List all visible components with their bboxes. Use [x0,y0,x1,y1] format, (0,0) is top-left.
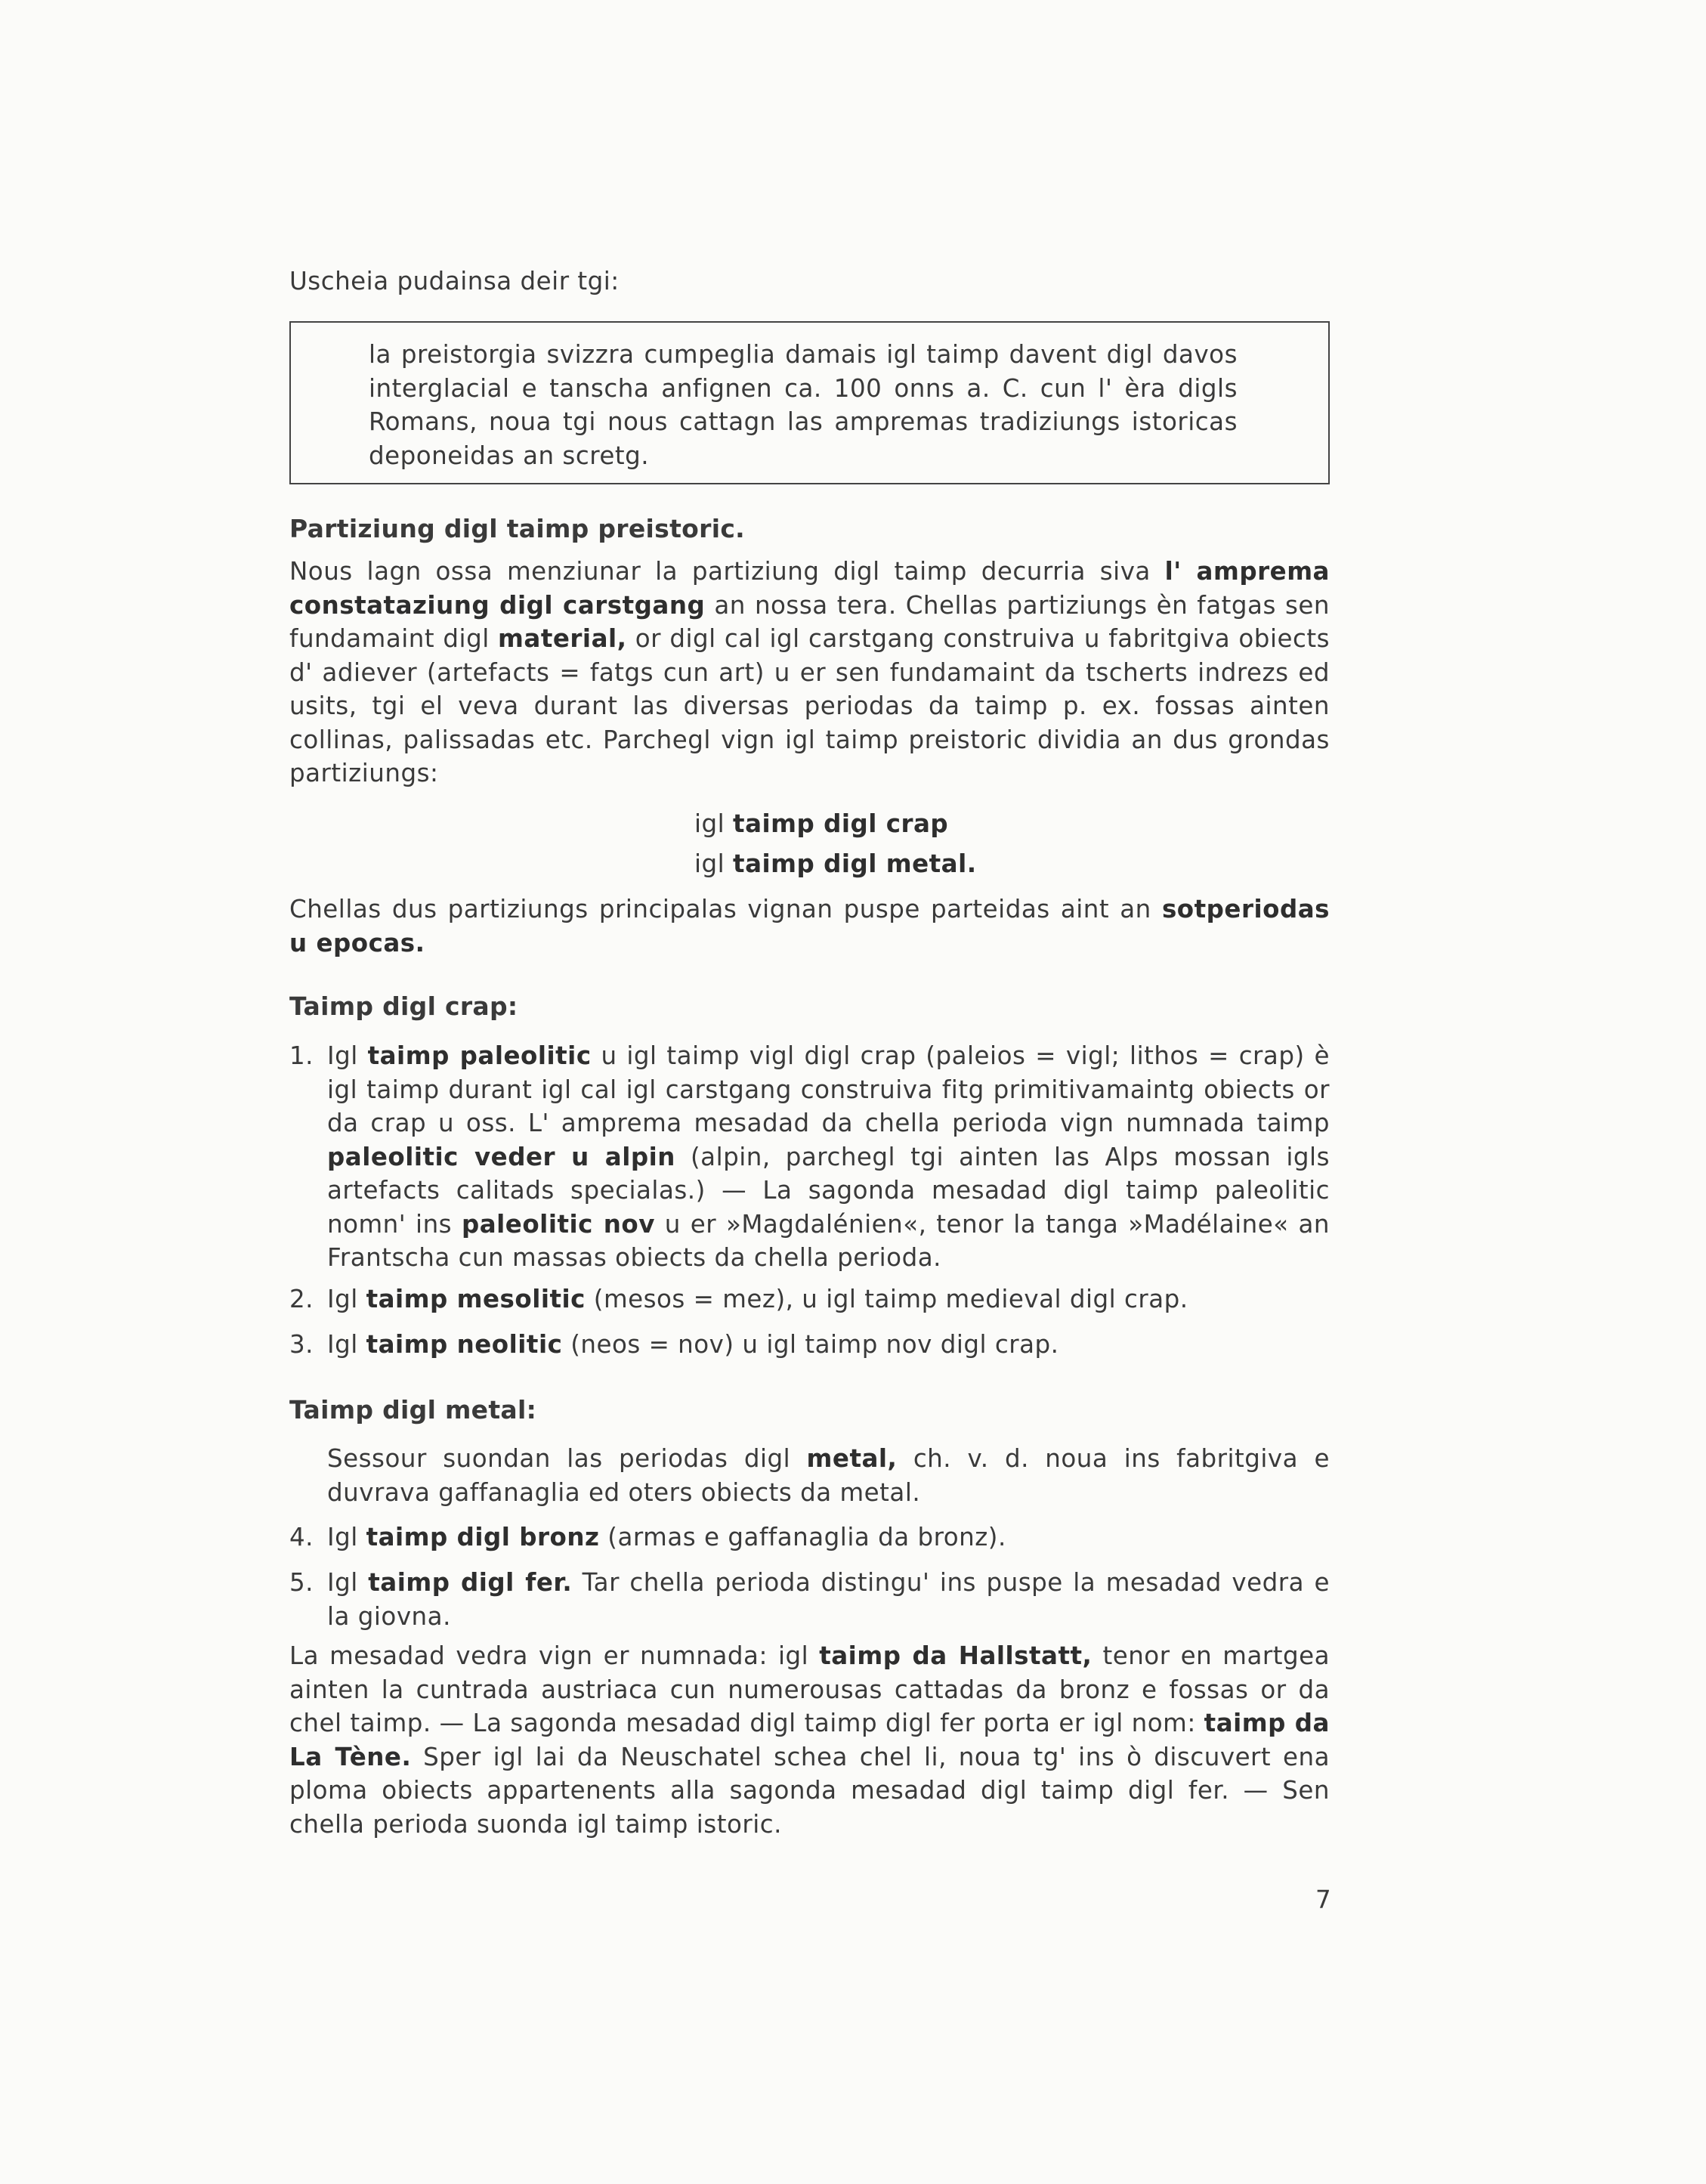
list-number: 5. [289,1568,314,1597]
period-list [694,804,977,884]
list-number: 1. [289,1041,314,1070]
list-number: 3. [289,1330,314,1359]
list-item-text: Igl taimp paleolitic u igl taimp vigl digl crap (paleios = vigl; lithos = crap) è igl taimp durant igl cal igl carstgang construiva fitg primitivamaintg obiects or da crap u oss. L' amprema mesadad da chella perioda vign numnada taimp paleolitic veder u alpin (alpin, parchegl tgi ainten las Alps mossan igls artefacts calitads specialas.) — La sagonda mesadad digl taimp paleolitic nomn' ins paleolitic nov u er »Magdalénien«, tenor la tanga »Madélaine« an Frantscha cun massas obiects da chella perioda. [327,1041,1330,1272]
heading-partiziung: Partiziung digl taimp preistoric. [289,514,746,543]
paragraph-partiziung: Nous lagn ossa menziunar la partiziung digl taimp decurria siva l' amprema constataziung digl carstgang an nossa tera. Chellas partiziungs èn fatgas sen fundamaint digl material, or digl cal igl carstgang construiva u fabritgiva obiects d' adiever (artefacts = fatgs cun art) u er sen fundamaint da tscherts indrezs ed usits, tgi el veva durant las diversas periodas da taimp p. ex. fossas ainten collinas, palissadas etc. Parchegl vign igl taimp preistoric dividia an dus grondas partiziungs: [289,557,1330,787]
list-item-2 [289,1282,1330,1316]
lead-sentence: Uscheia pudainsa deir tgi: [289,267,620,295]
heading-taimp-metal: Taimp digl metal: [289,1395,537,1425]
paragraph-metal-intro: Sessour suondan las periodas digl metal, ch. v. d. noua ins fabritgiva e duvrava gaffanaglia ed oters obiects da metal. [327,1444,1330,1507]
list-item-3 [289,1328,1330,1362]
list-item-1 [289,1039,1330,1275]
period-metal: igl taimp digl metal. [694,849,977,878]
list-item-text: Igl taimp mesolitic (mesos = mez), u igl taimp medieval digl crap. [327,1285,1188,1313]
list-item-4 [289,1520,1330,1554]
paragraph-hallstatt-latene: La mesadad vedra vign er numnada: igl taimp da Hallstatt, tenor en martgea ainten la cuntrada austriaca cun numerousas cattadas da bronz e fossas or da chel taimp. — La sagonda mesadad digl taimp digl fer porta er igl nom: taimp da La Tène. Sper igl lai da Neuschatel schea chel li, noua tg' ins ò discuvert ena ploma obiects appartenents alla sagonda mesadad digl taimp digl fer. — Sen chella perioda suonda igl taimp istoric. [289,1641,1330,1839]
list-number: 2. [289,1285,314,1313]
definition-box [289,321,1330,484]
list-item-5 [289,1566,1330,1633]
list-item-text: Igl taimp neolitic (neos = nov) u igl taimp nov digl crap. [327,1330,1059,1359]
list-number: 4. [289,1523,314,1551]
definition-text: la preistorgia svizzra cumpeglia damais igl taimp davent digl davos interglacial e tanscha anfignen ca. 100 onns a. C. cun l' èra digls Romans, noua tgi nous cattagn las ampremas tradiziungs istoricas deponeidas an scretg. [369,340,1238,470]
period-crap: igl taimp digl crap [694,809,949,838]
list-item-text: Igl taimp digl fer. Tar chella perioda distingu' ins puspe la mesadad vedra e la giovna. [327,1568,1330,1631]
heading-taimp-crap: Taimp digl crap: [289,991,518,1021]
page-number: 7 [1315,1885,1332,1914]
list-item-text: Igl taimp digl bronz (armas e gaffanaglia da bronz). [327,1523,1006,1551]
paragraph-sotperiodas: Chellas dus partiziungs principalas vignan puspe parteidas aint an sotperiodas u epocas. [289,895,1330,957]
